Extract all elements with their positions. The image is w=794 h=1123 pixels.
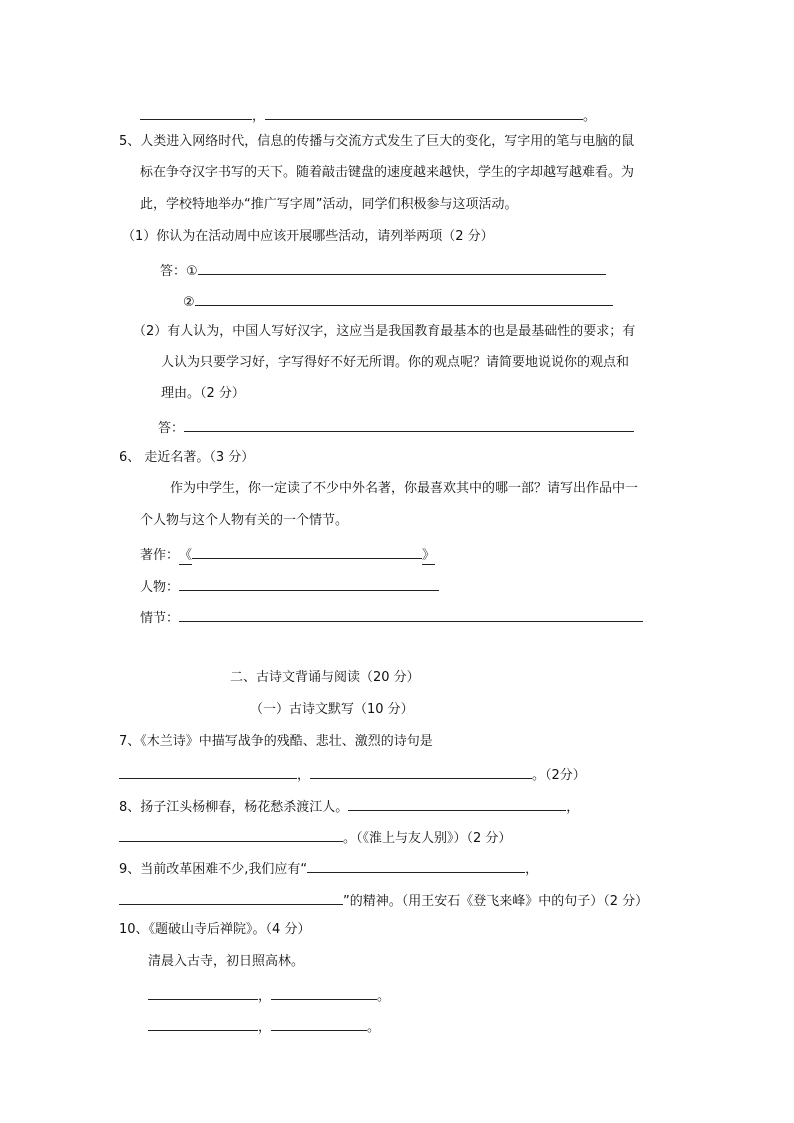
q5-line-3: 此，学校特地举办“推广写字周”活动，同学们积极参与这项活动。 — [140, 197, 518, 212]
circle-two-mark: ② — [183, 295, 195, 310]
q5-sub2-line-3: 理由。（2 分） — [161, 386, 245, 401]
q5-sub2-line-1: （2）有人认为，中国人写好汉字，这应当是我国教育最基本的也是最基础性的要求；有 — [133, 324, 636, 339]
person-label: 人物： — [140, 580, 180, 595]
q10-fill-row-1 — [148, 986, 390, 1005]
circle-one-mark: ① — [186, 264, 198, 279]
comma-text: ， — [258, 1020, 272, 1035]
answer-blank[interactable] — [348, 797, 566, 811]
period-text: 。 — [583, 109, 597, 124]
q6-person-row — [140, 577, 439, 596]
q7-tail: 。（2分） — [532, 768, 586, 783]
answer-label: 答： — [158, 421, 185, 436]
answer-blank[interactable] — [307, 859, 525, 873]
period-text: 。 — [377, 989, 391, 1004]
answer-blank[interactable] — [179, 608, 643, 622]
answer-blank[interactable] — [119, 828, 343, 842]
plot-label: 情节： — [140, 611, 180, 626]
comma-text: ， — [297, 768, 311, 783]
q5-sub2-line-2: 人认为只要学习好，字写得好不好无所谓。你的观点呢？请简要地说说你的观点和 — [161, 355, 630, 370]
q8-text: 8、扬子江头杨柳春，杨花愁杀渡江人。 — [119, 800, 349, 815]
q6-plot-row — [140, 608, 643, 627]
q5-sub1: （1）你认为在活动周中应该开展哪些活动，请列举两项（2 分） — [122, 229, 494, 244]
section-subtitle: （一）古诗文默写（10 分） — [250, 702, 414, 717]
period-text: 。 — [367, 1020, 381, 1035]
comma-text: ， — [566, 800, 580, 815]
q5-answer-2 — [183, 292, 613, 311]
work-open-bracket: 《 — [179, 548, 193, 563]
answer-blank[interactable] — [310, 765, 532, 779]
q10-title: 10、《题破山寺后禅院》。（4 分） — [119, 922, 311, 937]
q9-tail: ”的精神。（用王安石《登飞来峰》中的句子）（2 分） — [343, 894, 649, 909]
answer-blank[interactable] — [198, 261, 606, 275]
q6-work-row — [140, 545, 435, 565]
q5-answer-1 — [160, 261, 606, 280]
work-label: 著作： — [140, 548, 180, 563]
q6-line-2: 个人物与这个人物有关的一个情节。 — [140, 513, 349, 528]
q6-line-1: 作为中学生，你一定读了不少中外名著，你最喜欢其中的哪一部？请写出作品中一 — [170, 481, 639, 496]
q9-fill-row — [119, 891, 648, 910]
q9-text: 9、当前改革困难不少,我们应有“ — [119, 862, 308, 877]
answer-blank[interactable] — [265, 106, 583, 120]
work-close-bracket: 》 — [422, 548, 436, 563]
q8-fill-row — [119, 828, 511, 847]
comma-text: ， — [252, 109, 266, 124]
top-fill-line — [140, 106, 596, 125]
answer-blank[interactable] — [271, 986, 377, 1000]
answer-blank[interactable] — [119, 891, 343, 905]
answer-blank[interactable] — [140, 106, 252, 120]
q10-line-1: 清晨入古寺，初日照高林。 — [148, 954, 305, 969]
q10-fill-row-2 — [148, 1017, 380, 1036]
q5-line-2: 标在争夺汉字书写的天下。随着敲击键盘的速度越来越快，学生的字却越写越难看。为 — [140, 165, 635, 180]
answer-blank[interactable] — [179, 577, 439, 591]
q8-tail: 。（《淮上与友人别》）（2 分） — [343, 831, 512, 846]
q5-answer-3 — [158, 418, 634, 437]
answer-blank[interactable] — [119, 765, 297, 779]
comma-text: ， — [258, 989, 272, 1004]
q5-line-1: 5、人类进入网络时代，信息的传播与交流方式发生了巨大的变化，写字用的笔与电脑的鼠 — [119, 134, 635, 149]
section-title: 二、古诗文背诵与阅读（20 分） — [230, 670, 420, 685]
q8-line-1 — [119, 797, 579, 816]
q7-fill-row — [119, 765, 586, 784]
q6-title: 6、 走近名著。（3 分） — [119, 450, 255, 465]
answer-blank[interactable] — [148, 1017, 258, 1031]
answer-blank[interactable] — [271, 1017, 367, 1031]
q9-line-1 — [119, 859, 538, 878]
q7-line-1: 7、《木兰诗》中描写战争的残酷、悲壮、激烈的诗句是 — [119, 734, 433, 749]
answer-label: 答： — [160, 264, 187, 279]
answer-blank[interactable] — [184, 418, 634, 432]
answer-blank[interactable] — [192, 545, 422, 559]
answer-blank[interactable] — [148, 986, 258, 1000]
answer-blank[interactable] — [195, 292, 613, 306]
comma-text: ， — [525, 862, 539, 877]
